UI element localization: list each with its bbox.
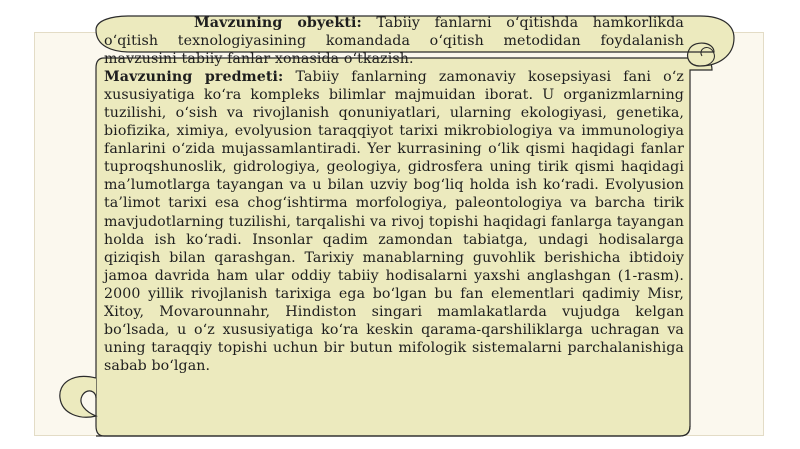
object-text: Tabiiy fanlarni o‘qitishda hamkorlikda o‘qitish texnologiyasining komandada o‘qitish metodidan foydalanish mavzusini tabiiy fanlar xonasida o‘tkazish. (104, 15, 684, 68)
scroll-left-curl (60, 376, 96, 417)
subject-heading: Mavzuning predmeti: (104, 69, 284, 86)
content-text-block (104, 14, 684, 375)
paragraph-object (104, 14, 684, 68)
subject-text: Tabiiy fanlarning zamonaviy kosepsiyasi fani o‘z xususiyatiga ko‘ra kompleks bilimlar majmuidan iborat. U organizmlarning tuzilishi, o‘sish va rivojlanish qonuniyatlari, ularning ekologiyasi, genetika, biofizika, ximiya, evolyusion taraqqiyot tarixi mikrobiologiya va immunologiya fanlarini o‘zida mujassamlantiradi. Yer kurrasining o‘lik qismi haqidagi fanlar tuproqshunoslik, gidrologiya, geologiya, gidrosfera uning tirik qismi haqidagi ma’lumotlarga tayangan va u bilan uzviy bog‘liq holda ish ko‘radi. Evolyusion ta’limot tarixi esa chog‘ishtirma morfologiya, paleontologiya va barcha tirik mavjudotlarning tuzilishi, tarqalishi va rivoj topishi haqidagi fanlarga tayangan holda ish ko‘radi. Insonlar qadim zamondan tabiatga, undagi hodisalarga qiziqish bilan qarashgan. Tarixiy manablarning guvohlik berishicha ibtidoiy jamoa davrida ham ular oddiy tabiiy hodisalarni yaxshi anglashgan (1-rasm). 2000 yillik rivojlanish tarixiga ega bo‘lgan bu fan elementlari qadimiy Misr, Xitoy, Movarounnahr, Hindiston singari mamlakatlarda vujudga kelgan bo‘lsada, u o‘z xususiyatiga ko‘ra keskin qarama-qarshiliklarga uchragan va uning taraqqiy topishi uchun bir butun mifologik sistemalarni parchalanishiga sabab bo‘lgan. (104, 69, 684, 374)
paragraph-subject (104, 68, 684, 375)
object-heading: Mavzuning obyekti: (194, 15, 362, 31)
